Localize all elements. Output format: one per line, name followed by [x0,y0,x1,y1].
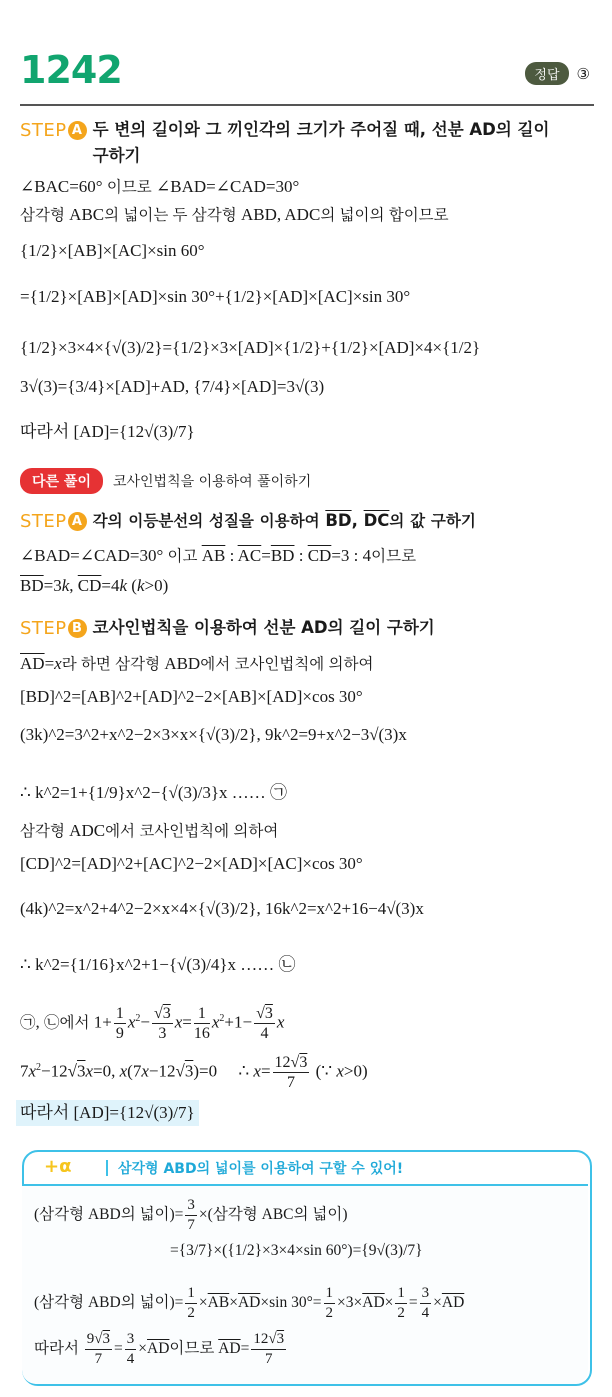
box-line: (삼각형 ABD의 넓이)= $\frac{3}{7}$ ×(삼각형 ABC의 넓이) [34,1197,348,1233]
step-badge: A [68,121,87,140]
alt-badge: 다른 풀이 [20,468,103,494]
step-label: STEP A [20,120,87,141]
problem-number: 1242 [20,48,122,92]
solution-line: ∴ k^2={1/16}x^2+1−{√(3)/4}x …… ㉡ [20,955,296,974]
solution-line: 삼각형 ABC의 넓이는 두 삼각형 ABD, ADC의 넓이의 합이므로 [20,205,449,224]
step-label: STEP A [20,511,87,532]
step-badge: A [68,512,87,531]
solution-line: {1/2}×[AB]×[AC]×sin 60° [20,241,205,260]
answer [525,62,590,85]
solution-line: ∴ k^2=1+{1/9}x^2−{√(3)/3}x …… ㉠ [20,783,288,802]
step-a-heading-alt [20,511,476,534]
solution-line: $7x^2-12√3x=0$, x(7x−12√3)=0 ∴ x= $\frac{12√3}{7}$ (∵ x>0) [20,1054,368,1091]
solution-line: [BD]^2=[AB]^2+[AD]^2−2×[AB]×[AD]×cos 30° [20,687,363,706]
solution-line: $\overline{BD}=3k$, $\overline{CD}=4k$ (k>0) [20,576,169,595]
answer-value: ③ [576,64,590,83]
alternative-solution [20,468,311,494]
solution-line: ∠BAC=60° 이므로 ∠BAD=∠CAD=30° [20,177,300,196]
step-title: 코사인법칙을 이용하여 선분 AD의 길이 구하기 [92,618,435,637]
step-title: 각의 이등분선의 성질을 이용하여 $\overline{BD}$, $\overline{DC}$의 값 구하기 [92,511,476,530]
step-a-heading [20,120,549,169]
final-answer-line: 따라서 [AD]={12√(3)/7} [16,1100,199,1126]
solution-line: [CD]^2=[AD]^2+[AC]^2−2×[AD]×[AC]×cos 30° [20,854,363,873]
step-title: 두 변의 길이와 그 끼인각의 크기가 주어질 때, 선분 AD의 길이 구하기 [92,120,550,165]
alt-text: 코사인법칙을 이용하여 풀이하기 [112,474,312,490]
solution-line: 3√(3)={3/4}×[AD]+AD, {7/4}×[AD]=3√(3) [20,377,325,396]
step-badge: B [68,619,87,638]
solution-line: {1/2}×3×4×{√(3)/2}={1/2}×3×[AD]×{1/2}+{1/2}×[AD]×4×{1/2} [20,338,481,357]
box-line: (삼각형 ABD의 넓이)= $\frac{1}{2}$ $\times\overline{AB}\times\overline{AD}\times\sin$ 30°= $\frac{1}{2}$ $\times 3\times\overline{AD}\times$ $\frac{1}{2}$ = $\frac{3}{4}$ $\times\overline{AD}$ [34,1285,465,1321]
answer-label: 정답 [525,62,568,85]
step-b-heading [20,618,435,641]
separator-bar [106,1160,108,1176]
solution-line: 삼각형 ADC에서 코사인법칙에 의하여 [20,821,279,840]
solution-line: ∠BAD=∠CAD=30° 이고 $\overline{AB}$ : $\overline{AC}=\overline{BD}$ : $\overline{CD}=3$ : 4이므로 [20,546,417,565]
solution-line: ㉠, ㉡에서 1+ $\frac{1}{9}$ $x^2-$ $\frac{√3}{3}$ x= $\frac{1}{16}$ $x^2+1-$ $\frac{√3}{4}$ x [20,1005,285,1042]
step-label: STEP B [20,618,87,639]
plus-alpha-title: 삼각형 ABD의 넓이를 이용하여 구할 수 있어! [118,1161,404,1177]
box-line: ={3/7}×({1/2}×3×4×sin 60°)={9√(3)/7} [170,1242,423,1259]
solution-line: (3k)^2=3^2+x^2−2×3×x×{√(3)/2}, 9k^2=9+x^2−3√(3)x [20,725,407,744]
solution-line: $\overline{AD}=x$라 하면 삼각형 ABD에서 코사인법칙에 의하여 [20,654,374,673]
solution-line: (4k)^2=x^2+4^2−2×x×4×{√(3)/2}, 16k^2=x^2+16−4√(3)x [20,899,424,918]
solution-line: ={1/2}×[AB]×[AD]×sin 30°+{1/2}×[AD]×[AC]×sin 30° [20,287,411,306]
divider [20,104,594,106]
solution-line: 따라서 [AD]={12√(3)/7} [20,422,195,441]
plus-alpha-icon: +α [44,1156,72,1177]
box-line: 따라서 $\frac{9√3}{7}$ = $\frac{3}{4}$ $\times\overline{AD}$이므로 $\overline{AD}=$ $\frac{12√3}{7}$ [34,1331,285,1367]
